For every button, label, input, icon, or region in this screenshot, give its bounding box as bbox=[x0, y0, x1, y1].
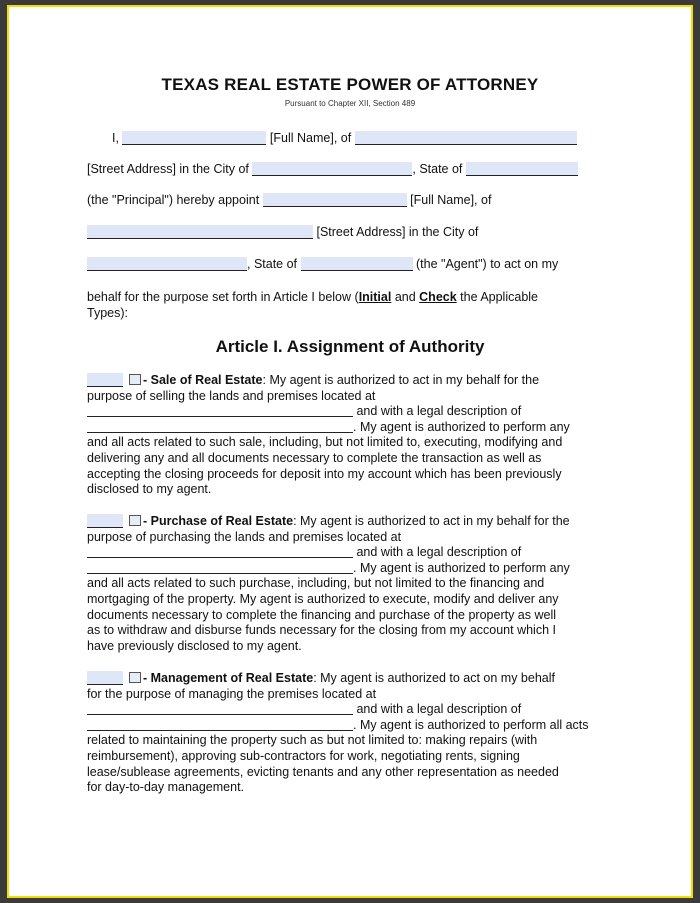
agent-address-line: [Street Address] in the City of bbox=[87, 225, 478, 239]
principal-name-field[interactable] bbox=[122, 131, 266, 145]
appoint-line: (the "Principal") hereby appoint [Full Name], of bbox=[87, 193, 492, 207]
sale-premises-field[interactable] bbox=[87, 405, 353, 417]
principal-address-field[interactable] bbox=[355, 131, 577, 145]
purchase-initial-field[interactable] bbox=[87, 514, 123, 528]
purchase-checkbox[interactable] bbox=[129, 515, 141, 526]
management-initial-field[interactable] bbox=[87, 671, 123, 685]
management-legal-description-field[interactable] bbox=[87, 719, 353, 731]
purchase-premises-field[interactable] bbox=[87, 546, 353, 558]
agent-state-field[interactable] bbox=[301, 257, 413, 271]
document-title: TEXAS REAL ESTATE POWER OF ATTORNEY bbox=[161, 75, 539, 94]
document-page bbox=[7, 5, 693, 898]
sale-initial-field[interactable] bbox=[87, 373, 123, 387]
purchase-section: - Purchase of Real Estate: My agent is authorized to act in my behalf for the purpose of purchasing the lands and premises located at and with a legal description of . My agent is authorized to perform any and all acts related to such purchase, including, but not limited to the financing and mortgaging of the property. My agent is authorized to execute, modify and deliver any documents necessary to complete the financing and purchase of the property as well as to withdraw and disburse funds necessary for the closing from my account which I have previously disclosed to my agent. bbox=[87, 514, 570, 653]
agent-city-field[interactable] bbox=[87, 257, 247, 271]
agent-address-field[interactable] bbox=[87, 225, 313, 239]
management-section: - Management of Real Estate: My agent is authorized to act on my behalf for the purpose of managing the premises located at and with a legal description of . My agent is authorized to perform all acts related to maintaining the property such as but not limited to: making repairs (with reimbursement), approving sub-contractors for work, negotiating rents, signing lease/sublease agreements, evicting tenants and any other representation as needed for day-to-day management. bbox=[87, 671, 589, 795]
purpose-paragraph: behalf for the purpose set forth in Article I below (Initial and Check the Applicable Types): bbox=[87, 290, 538, 320]
agent-name-field[interactable] bbox=[263, 193, 407, 207]
management-premises-field[interactable] bbox=[87, 703, 353, 715]
sale-checkbox[interactable] bbox=[129, 374, 141, 385]
principal-city-line: [Street Address] in the City of , State of bbox=[87, 162, 578, 176]
sale-section: - Sale of Real Estate: My agent is authorized to act in my behalf for the purpose of selling the lands and premises located at and with a legal description of . My agent is authorized to perform any and all acts related to such sale, including, but not limited to, executing, modifying and delivering any and all documents necessary to complete the transaction as well as accepting the closing proceeds for deposit into my account which has been previously disclosed to my agent. bbox=[87, 373, 570, 497]
sale-legal-description-field[interactable] bbox=[87, 421, 353, 433]
principal-city-field[interactable] bbox=[252, 162, 412, 176]
document-subtitle: Pursuant to Chapter XII, Section 489 bbox=[284, 99, 416, 108]
principal-line: I, [Full Name], of bbox=[112, 131, 577, 145]
management-checkbox[interactable] bbox=[129, 672, 141, 683]
principal-state-field[interactable] bbox=[466, 162, 578, 176]
article-heading: Article I. Assignment of Authority bbox=[215, 337, 485, 356]
agent-state-line: , State of (the "Agent") to act on my bbox=[87, 257, 558, 271]
purchase-legal-description-field[interactable] bbox=[87, 562, 353, 574]
